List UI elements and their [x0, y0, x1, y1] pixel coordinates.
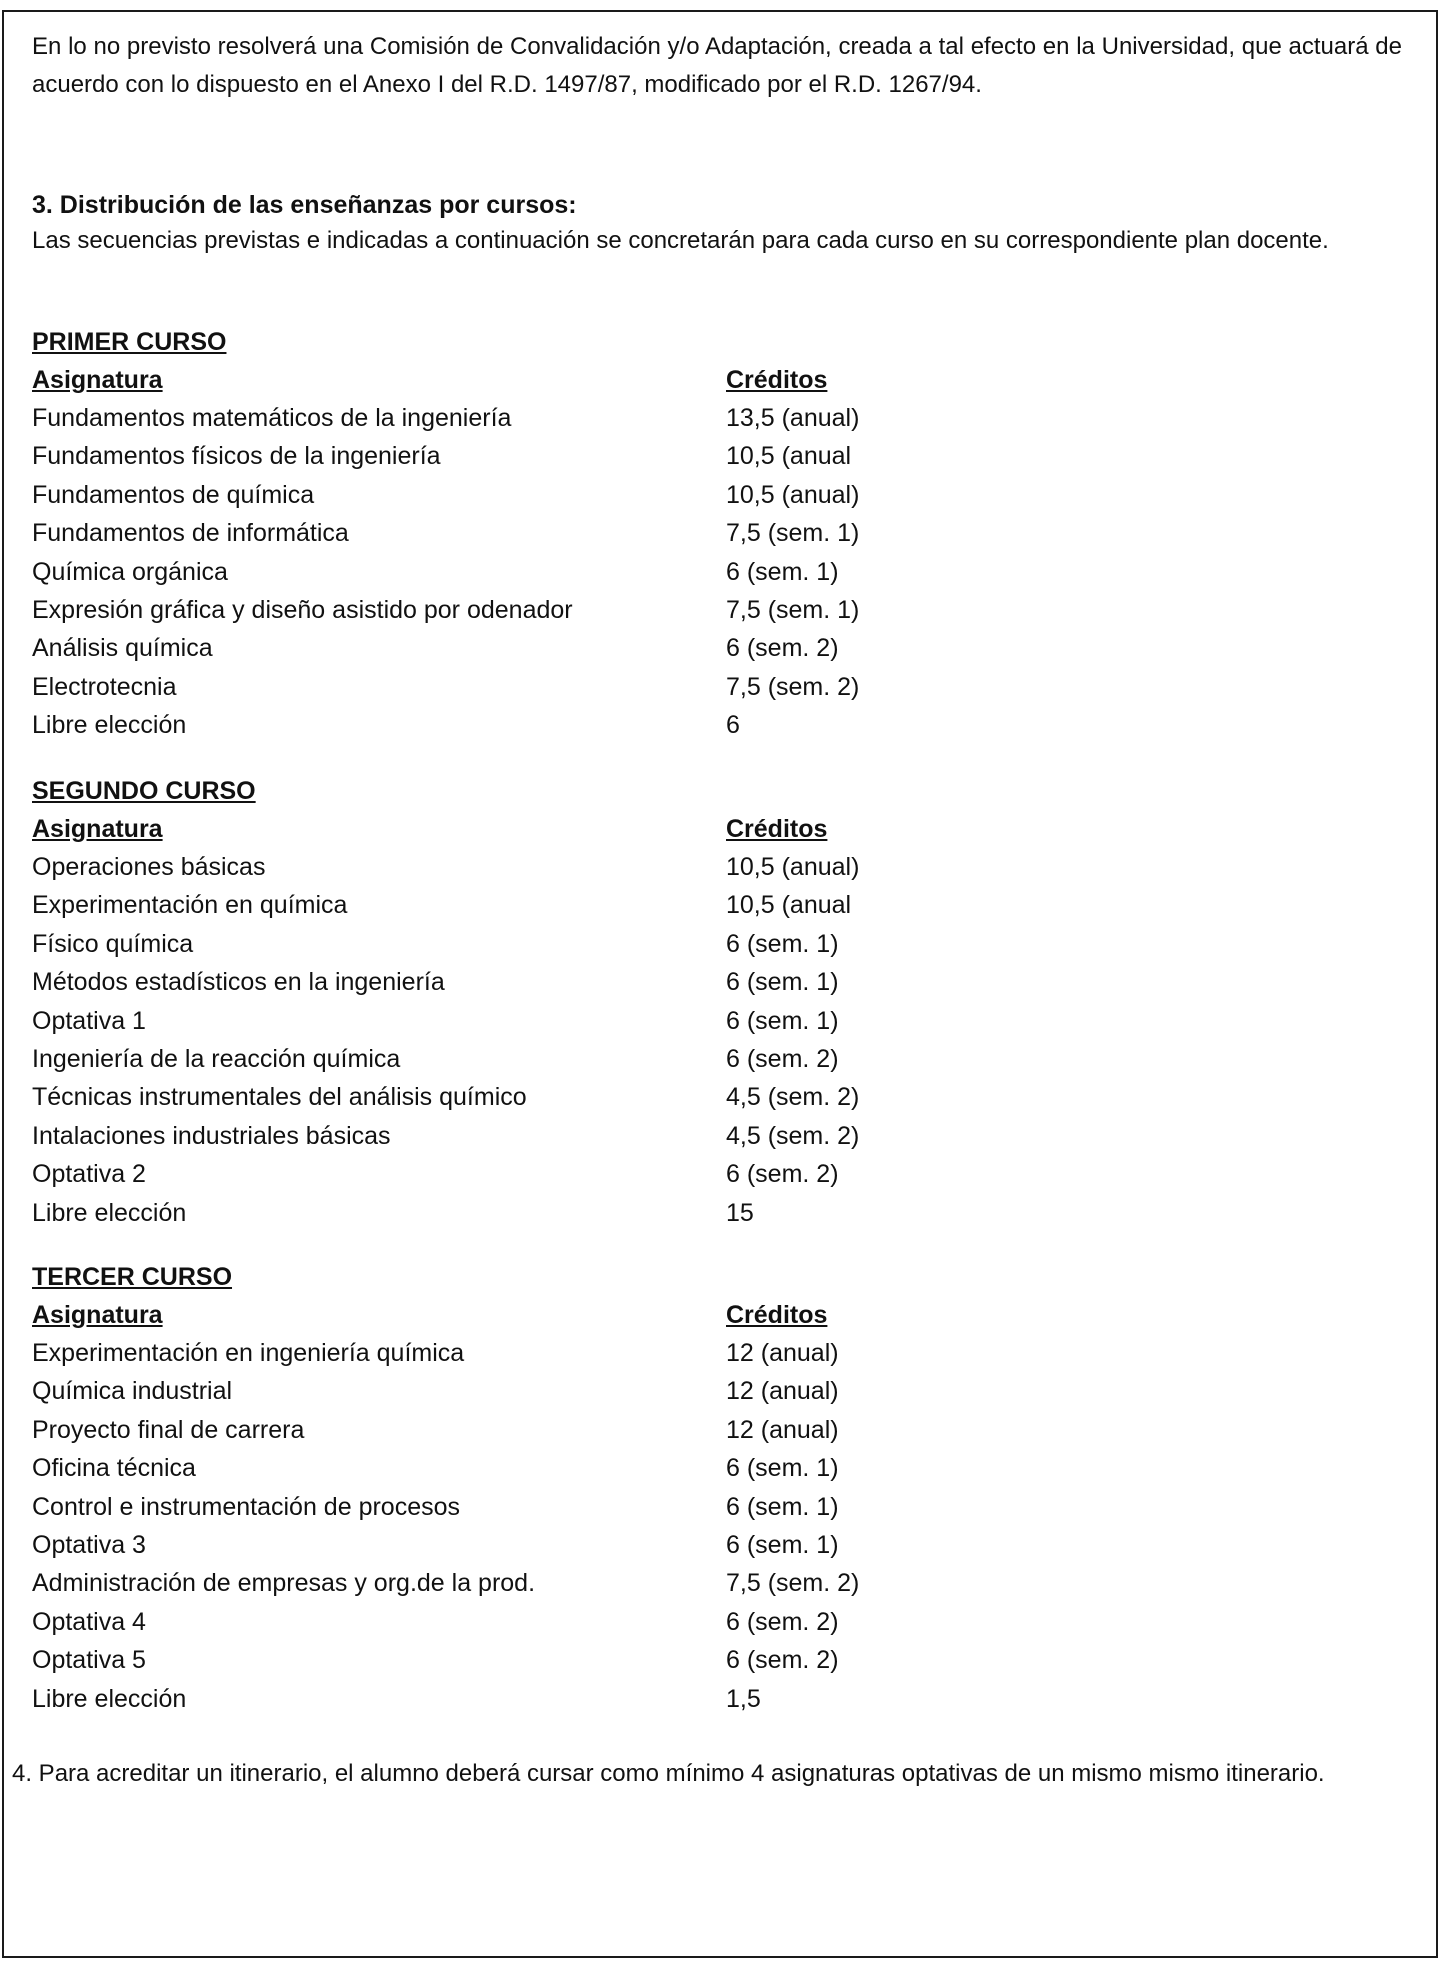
- table-row: [32, 553, 1132, 591]
- credits-cell: 6 (sem. 2): [726, 1646, 839, 1675]
- table-row: [32, 1040, 1132, 1078]
- credits-cell: 10,5 (anual: [726, 442, 852, 471]
- credits-cell: 12 (anual): [726, 1377, 839, 1406]
- subject-cell: Físico química: [32, 929, 194, 958]
- credits-column-header: Créditos: [726, 815, 828, 843]
- course-table-header: [32, 361, 1132, 399]
- credits-cell: 6 (sem. 1): [726, 968, 839, 997]
- subject-cell: Administración de empresas y org.de la prod.: [32, 1569, 536, 1598]
- table-row: [32, 963, 1132, 1001]
- credits-cell: 12 (anual): [726, 1339, 839, 1367]
- table-row: [32, 514, 1132, 552]
- table-row: [32, 1117, 1132, 1155]
- credits-cell: 1,5: [726, 1684, 761, 1713]
- course-rows: [32, 848, 1132, 1232]
- credits-cell: 6 (sem. 1): [726, 1531, 839, 1560]
- table-row: [32, 1334, 1132, 1372]
- credits-cell: 6 (sem. 2): [726, 1607, 839, 1636]
- credits-cell: 4,5 (sem. 2): [726, 1121, 860, 1150]
- subject-cell: Experimentación en ingeniería química: [32, 1339, 465, 1367]
- course-rows: [32, 399, 1132, 745]
- credits-column-header: Créditos: [726, 1301, 828, 1329]
- table-row: [32, 925, 1132, 963]
- course-title: SEGUNDO CURSO: [32, 777, 256, 805]
- subject-cell: Optativa 5: [32, 1646, 146, 1675]
- subject-cell: Optativa 1: [32, 1006, 146, 1035]
- table-row: [32, 1002, 1132, 1040]
- table-row: [32, 706, 1132, 744]
- credits-cell: 7,5 (sem. 2): [726, 672, 860, 701]
- subject-cell: Operaciones básicas: [32, 853, 266, 881]
- subject-cell: Métodos estadísticos en la ingeniería: [32, 968, 445, 997]
- subject-cell: Fundamentos físicos de la ingeniería: [32, 442, 441, 471]
- credits-cell: 6 (sem. 2): [726, 634, 839, 663]
- table-row: [32, 1680, 1132, 1718]
- course-title: PRIMER CURSO: [32, 328, 227, 356]
- credits-cell: 15: [726, 1198, 754, 1227]
- table-row: [32, 629, 1132, 667]
- table-row: [32, 848, 1132, 886]
- table-row: [32, 476, 1132, 514]
- subject-cell: Oficina técnica: [32, 1454, 196, 1483]
- subject-cell: Optativa 3: [32, 1531, 146, 1560]
- subject-cell: Optativa 4: [32, 1607, 146, 1636]
- table-row: [32, 399, 1132, 437]
- subject-cell: Fundamentos de informática: [32, 519, 349, 548]
- subject-cell: Libre elección: [32, 1684, 187, 1713]
- subject-column-header: Asignatura: [32, 815, 163, 843]
- credits-cell: 7,5 (sem. 1): [726, 596, 860, 625]
- subject-cell: Proyecto final de carrera: [32, 1415, 305, 1444]
- table-row: [32, 886, 1132, 924]
- course-primer: [32, 323, 1132, 745]
- table-row: [32, 1372, 1132, 1410]
- subject-cell: Ingeniería de la reacción química: [32, 1045, 401, 1074]
- credits-cell: 6: [726, 711, 740, 740]
- subject-cell: Experimentación en química: [32, 891, 348, 920]
- subject-cell: Análisis química: [32, 634, 213, 663]
- credits-cell: 6 (sem. 2): [726, 1160, 839, 1189]
- subject-cell: Libre elección: [32, 711, 187, 740]
- course-tercer: [32, 1258, 1132, 1718]
- credits-cell: 6 (sem. 1): [726, 1492, 839, 1521]
- subject-cell: Expresión gráfica y diseño asistido por odenador: [32, 596, 573, 625]
- table-row: [32, 1411, 1132, 1449]
- table-row: [32, 591, 1132, 629]
- table-row: [32, 1603, 1132, 1641]
- subject-cell: Química orgánica: [32, 557, 228, 586]
- credits-cell: 12 (anual): [726, 1415, 839, 1444]
- subject-cell: Electrotecnia: [32, 672, 177, 701]
- credits-cell: 6 (sem. 1): [726, 557, 839, 586]
- credits-cell: 10,5 (anual): [726, 853, 860, 881]
- subject-cell: Fundamentos de química: [32, 480, 315, 509]
- section-4-paragraph: 4. Para acreditar un itinerario, el alumno deberá cursar como mínimo 4 asignaturas optativas de un mismo mismo itinerario.: [12, 1760, 1325, 1787]
- subject-cell: Fundamentos matemáticos de la ingeniería: [32, 404, 512, 432]
- table-row: [32, 1155, 1132, 1193]
- subject-cell: Intalaciones industriales básicas: [32, 1121, 391, 1150]
- credits-cell: 6 (sem. 1): [726, 1454, 839, 1483]
- credits-cell: 10,5 (anual: [726, 891, 852, 920]
- credits-cell: 4,5 (sem. 2): [726, 1083, 860, 1112]
- subject-cell: Química industrial: [32, 1377, 233, 1406]
- credits-cell: 6 (sem. 1): [726, 929, 839, 958]
- table-row: [32, 1564, 1132, 1602]
- subject-cell: Optativa 2: [32, 1160, 146, 1189]
- table-row: [32, 1449, 1132, 1487]
- course-table-header: [32, 1296, 1132, 1334]
- credits-column-header: Créditos: [726, 366, 828, 394]
- subject-cell: Control e instrumentación de procesos: [32, 1492, 461, 1521]
- credits-cell: 7,5 (sem. 1): [726, 519, 860, 548]
- course-title: TERCER CURSO: [32, 1263, 233, 1291]
- credits-cell: 6 (sem. 2): [726, 1045, 839, 1074]
- table-row: [32, 437, 1132, 475]
- table-row: [32, 1488, 1132, 1526]
- course-segundo: [32, 772, 1132, 1232]
- subject-column-header: Asignatura: [32, 366, 163, 394]
- credits-cell: 7,5 (sem. 2): [726, 1569, 860, 1598]
- table-row: [32, 668, 1132, 706]
- table-row: [32, 1194, 1132, 1232]
- credits-cell: 6 (sem. 1): [726, 1006, 839, 1035]
- section-3-heading: 3. Distribución de las enseñanzas por cursos:: [32, 191, 577, 219]
- credits-cell: 13,5 (anual): [726, 404, 860, 432]
- subject-cell: Libre elección: [32, 1198, 187, 1227]
- course-table-header: [32, 810, 1132, 848]
- table-row: [32, 1641, 1132, 1679]
- subject-cell: Técnicas instrumentales del análisis químico: [32, 1083, 527, 1112]
- credits-cell: 10,5 (anual): [726, 480, 860, 509]
- intro-paragraph: En lo no previsto resolverá una Comisión de Convalidación y/o Adaptación, creada a tal efecto en la Universidad, que actuará de acuerdo con lo dispuesto en el Anexo I del R.D. 1497/87, modificado por el R.D. 1267/94.: [32, 33, 1402, 98]
- section-3-body: Las secuencias previstas e indicadas a continuación se concretarán para cada curso en su correspondiente plan docente.: [32, 227, 1329, 254]
- subject-column-header: Asignatura: [32, 1301, 163, 1329]
- course-rows: [32, 1334, 1132, 1718]
- table-row: [32, 1078, 1132, 1116]
- table-row: [32, 1526, 1132, 1564]
